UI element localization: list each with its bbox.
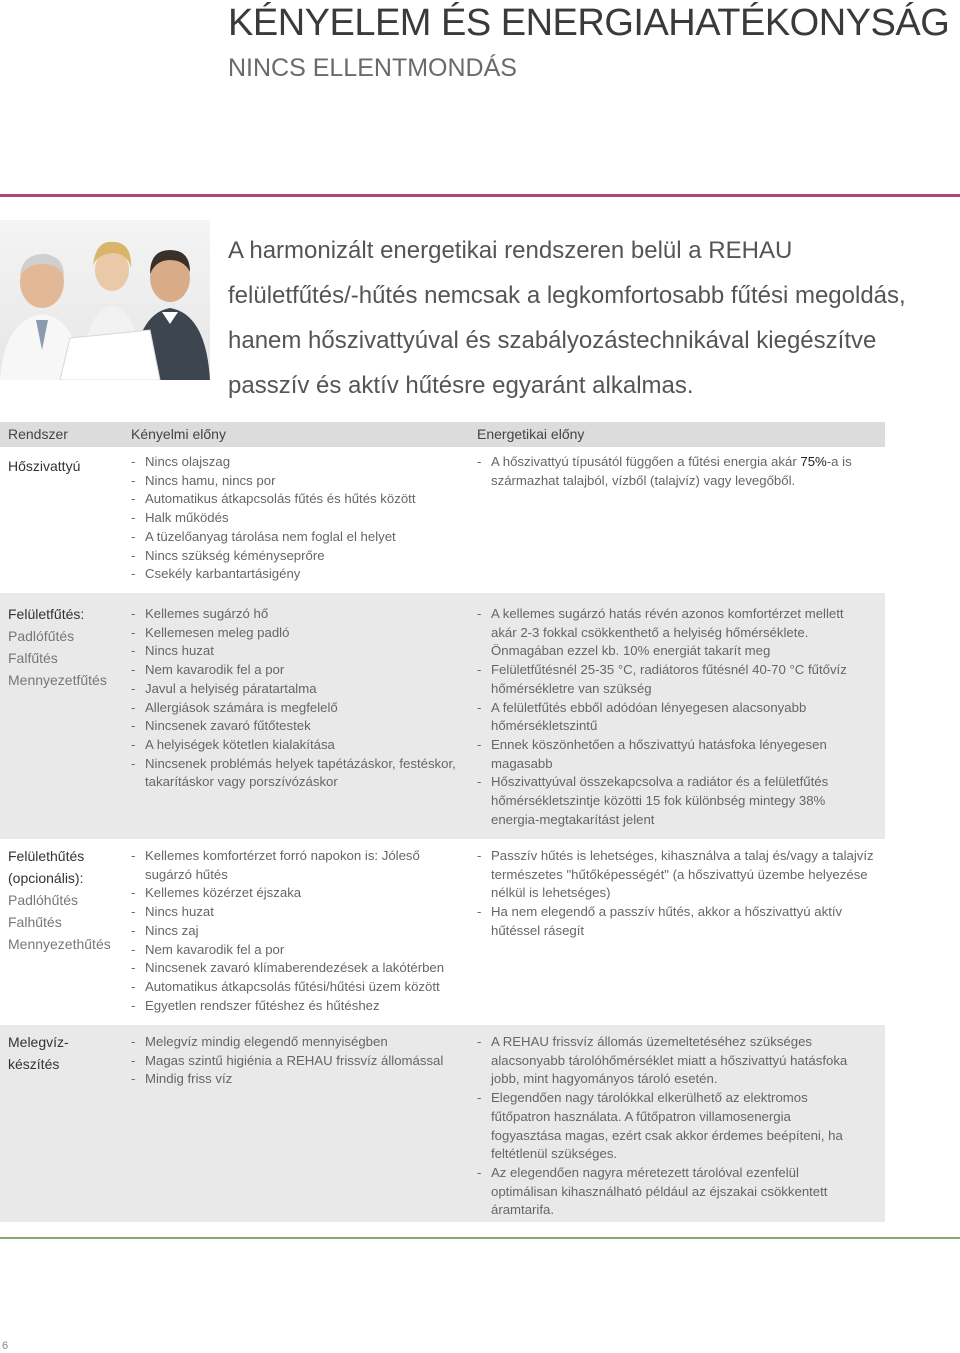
system-name: Melegvíz-készítés (8, 1034, 69, 1072)
system-cell (8, 455, 126, 477)
list-item: - Kellemes komfortérzet forró napokon is: Jóleső sugárzó hűtés (131, 847, 451, 884)
intro-line: felületfűtés/-hűtés nemcsak a legkomfortosabb fűtési megoldás, (228, 282, 906, 309)
list-item: - Allergiások számára is megfelelő (131, 699, 466, 718)
system-subtype: Mennyezetfűtés (8, 672, 107, 688)
top-divider (0, 194, 960, 197)
system-subtype: Mennyezethűtés (8, 936, 111, 952)
business-people-photo (0, 220, 210, 380)
list-item: - Nincsenek zavaró fűtőtestek (131, 717, 466, 736)
table-header (0, 422, 885, 447)
list-text: A hőszivattyú típusától függően a fűtési energia akár (491, 454, 801, 469)
list-item: - A REHAU frissvíz állomás üzemeltetéséhez szükséges alacsonyabb tárolóhőmérséklet miatt a hőszivattyú hatásfoka jobb, mint hagyományos tároló esetén. (477, 1033, 862, 1089)
list-item: - Az elegendően nagyra méretezett tárolóval ezenfelül optimálisan kihasználható például az éjszakai csökkentett áramtarifa. (477, 1164, 862, 1220)
system-cell (8, 603, 126, 691)
list-item: - Nincs olajszag (131, 453, 466, 472)
energy-list (477, 605, 862, 829)
system-subtype: Falhűtés (8, 914, 62, 930)
list-item: - A tüzelőanyag tárolása nem foglal el helyet (131, 528, 466, 547)
list-item: - Egyetlen rendszer fűtéshez és hűtéshez (131, 997, 451, 1016)
list-item: - Hőszivattyúval összekapcsolva a radiátor és a felületfűtés hőmérsékletszintje közötti 15 fok különbség mintegy 38% energia-megtakarítást jelent (477, 773, 862, 829)
list-item: - Automatikus átkapcsolás fűtési/hűtési üzem között (131, 978, 451, 997)
system-subtype: Padlóhűtés (8, 892, 79, 908)
list-item: - Csekély karbantartásigény (131, 565, 466, 584)
page-title: KÉNYELEM ÉS ENERGIAHATÉKONYSÁG (228, 2, 950, 44)
system-name: Hőszivattyú (8, 458, 81, 474)
energy-list (477, 847, 882, 941)
comfort-list (131, 847, 451, 1015)
list-item: - Nincs huzat (131, 903, 451, 922)
page-number: 6 (2, 1340, 9, 1352)
bottom-divider (0, 1237, 960, 1239)
list-item: - Felületfűtésnél 25-35 °C, radiátoros fűtésnél 40-70 °C fűtővíz hőmérsékletre van szükség (477, 661, 862, 698)
list-item: - Kellemes sugárzó hő (131, 605, 466, 624)
comfort-list (131, 605, 466, 792)
list-item: - A helyiségek kötetlen kialakítása (131, 736, 466, 755)
list-item: - Passzív hűtés is lehetséges, kihasználva a talaj és/vagy a talajvíz természetes "hűtőképességét" (a hőszivattyú üzembe helyezése nélkül is lehetséges) (477, 847, 882, 903)
table-row (0, 839, 885, 1025)
intro-line: passzív és aktív hűtésre egyaránt alkalmas. (228, 372, 694, 399)
list-item: - Nem kavarodik fel a por (131, 941, 451, 960)
list-item: - Elegendően nagy tárolókkal elkerülhető az elektromos fűtőpatron használata. A fűtőpatron villamosenergia fogyasztása magas, ezért csak akkor érdemes beépíteni, ha feltétlenül szükséges. (477, 1089, 862, 1164)
list-item: - Kellemesen meleg padló (131, 624, 466, 643)
list-item: - A kellemes sugárzó hatás révén azonos komfortérzet mellett akár 2-3 fokkal csökkenthető a helyiség hőmérséklete. Önmagában ezzel kb. 10% energiát takarít meg (477, 605, 862, 661)
system-subtype: Padlófűtés (8, 628, 75, 644)
header-comfort: Kényelmi előny (131, 426, 226, 442)
system-name: Felületfűtés: (8, 606, 85, 622)
list-item: - Nincs szükség kéményseprőre (131, 547, 466, 566)
list-text: -a is származhat talajból, vízből (talajvíz) vagy levegőből. (491, 454, 852, 488)
comfort-list (131, 1033, 466, 1089)
list-item: - Nincsenek problémás helyek tapétázáskor, festéskor, takarításkor vagy porszívózáskor (131, 755, 466, 792)
list-item: - Magas szintű higiénia a REHAU frissvíz állomással (131, 1052, 466, 1071)
system-subtype: Falfűtés (8, 650, 58, 666)
system-cell (8, 845, 126, 955)
list-item: - Ha nem elegendő a passzív hűtés, akkor a hőszivattyú aktív hűtéssel rásegít (477, 903, 882, 940)
list-item (477, 453, 882, 490)
list-item: - Nincsenek zavaró klímaberendezések a lakótérben (131, 959, 451, 978)
energy-list (477, 1033, 862, 1220)
list-item: - Melegvíz mindig elegendő mennyiségben (131, 1033, 466, 1052)
page-subtitle: NINCS ELLENTMONDÁS (228, 54, 517, 82)
intro-paragraph (228, 228, 948, 408)
list-item: - Mindig friss víz (131, 1070, 466, 1089)
list-item: - Nincs zaj (131, 922, 451, 941)
intro-line: hanem hőszivattyúval és szabályozástechnikával kiegészítve (228, 327, 877, 354)
table-row (0, 1025, 885, 1222)
table-row (0, 593, 885, 839)
list-item: - Javul a helyiség páratartalma (131, 680, 466, 699)
list-item: - Nincs huzat (131, 642, 466, 661)
energy-list (477, 453, 882, 490)
list-item: - Nincs hamu, nincs por (131, 472, 466, 491)
system-cell (8, 1031, 88, 1075)
header-energy: Energetikai előny (477, 426, 585, 442)
table-row (0, 447, 885, 593)
intro-line: A harmonizált energetikai rendszeren belül a REHAU (228, 237, 793, 264)
system-name: Felülethűtés (opcionális): (8, 848, 85, 886)
list-item: - Nem kavarodik fel a por (131, 661, 466, 680)
list-item: - Kellemes közérzet éjszaka (131, 884, 451, 903)
list-item: - A felületfűtés ebből adódóan lényegesen alacsonyabb hőmérsékletszintű (477, 699, 862, 736)
list-item: - Automatikus átkapcsolás fűtés és hűtés között (131, 490, 466, 509)
list-item: - Ennek köszönhetően a hőszivattyú hatásfoka lényegesen magasabb (477, 736, 862, 773)
header-system: Rendszer (8, 426, 68, 442)
comfort-list (131, 453, 466, 584)
highlight-value: 75% (800, 454, 827, 469)
list-item: - Halk működés (131, 509, 466, 528)
